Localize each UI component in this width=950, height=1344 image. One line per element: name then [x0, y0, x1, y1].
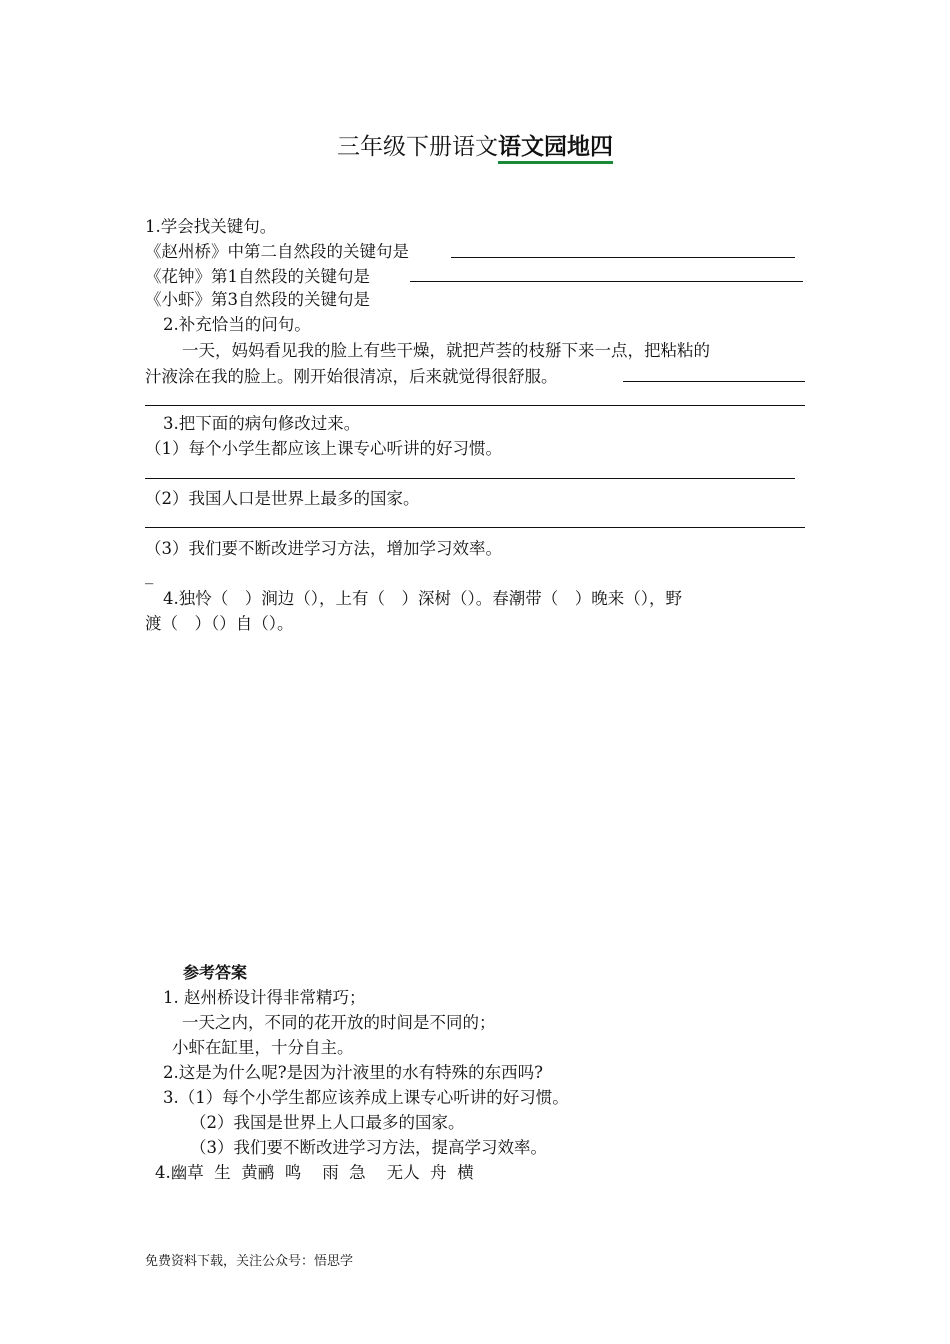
q2-passage-line-2: 汁液涂在我的脸上。刚开始很清凉，后来就觉得很舒服。 [145, 367, 558, 386]
title-prefix: 三年级下册语文 [337, 134, 498, 160]
q4-line-1: 4.独怜（ ）涧边（），上有（ ）深树（）。春潮带（ ）晚来（），野 [163, 589, 682, 608]
title-highlight: 语文园地四 [498, 134, 613, 164]
answer-4: 4.幽草 生 黄鹂 鸣 雨 急 无人 舟 横 [155, 1163, 474, 1182]
q3-answer-dash[interactable]: _ [145, 565, 154, 584]
answer-1-line-1: 1. 赵州桥设计得非常精巧； [163, 988, 366, 1007]
q1-item-1: 《赵州桥》中第二自然段的关键句是 [145, 242, 409, 261]
q1-heading: 1.学会找关键句。 [145, 217, 277, 236]
q2-heading: 2.补充恰当的问句。 [163, 315, 311, 334]
q4-line-2: 渡（ ）（）自（）。 [145, 614, 294, 633]
q2-answer-line-1[interactable] [623, 381, 805, 382]
q3-answer-line-1[interactable] [145, 478, 795, 479]
answer-1-line-2: 一天之内，不同的花开放的时间是不同的； [182, 1013, 496, 1032]
footer-note: 免费资料下载，关注公众号：悟思学 [145, 1254, 354, 1269]
q1-item-2: 《花钟》第1自然段的关键句是 [145, 267, 370, 286]
q3-answer-line-2[interactable] [145, 527, 805, 528]
q1-answer-line-2[interactable] [410, 281, 803, 282]
answer-2: 2.这是为什么呢?是因为汁液里的水有特殊的东西吗? [163, 1063, 543, 1082]
q2-passage-line-1: 一天，妈妈看见我的脸上有些干燥，就把芦荟的枝掰下来一点，把粘粘的 [182, 341, 710, 360]
answer-3-line-1: 3.（1）每个小学生都应该养成上课专心听讲的好习惯。 [163, 1088, 569, 1107]
answer-3-line-2: （2）我国是世界上人口最多的国家。 [190, 1113, 465, 1132]
q2-answer-line-2[interactable] [145, 405, 805, 406]
answer-1-line-3: 小虾在缸里，十分自主。 [172, 1038, 354, 1057]
answers-heading: 参考答案 [183, 963, 248, 982]
q3-item-2: （2）我国人口是世界上最多的国家。 [145, 489, 420, 508]
page-title [0, 128, 950, 161]
q3-item-3: （3）我们要不断改进学习方法，增加学习效率。 [145, 539, 502, 558]
q3-heading: 3.把下面的病句修改过来。 [163, 414, 361, 433]
answer-3-line-3: （3）我们要不断改进学习方法，提高学习效率。 [190, 1138, 547, 1157]
q1-answer-line-1[interactable] [451, 257, 795, 258]
q3-item-1: （1）每个小学生都应该上课专心听讲的好习惯。 [145, 439, 502, 458]
q1-item-3: 《小虾》第3自然段的关键句是 [145, 290, 370, 309]
